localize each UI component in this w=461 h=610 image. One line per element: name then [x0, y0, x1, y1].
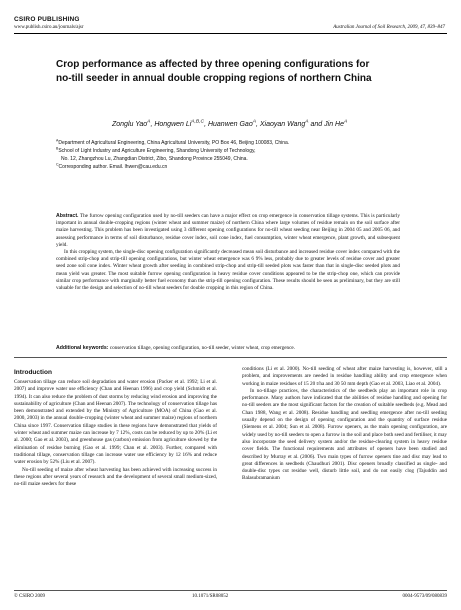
doi[interactable]: 10.1071/SR08052	[192, 594, 229, 599]
abstract	[56, 213, 400, 292]
author-affil-mark: A	[343, 119, 348, 125]
author-affil-mark: A	[147, 119, 151, 125]
keywords-text: conservation tillage, opening configuration, no-till seeder, winter wheat, crop emergence.	[109, 345, 295, 351]
author-affil-mark: A,B,C	[191, 119, 205, 125]
author: Huanwen Gao	[207, 121, 253, 128]
body-column-left	[14, 379, 217, 585]
body-paragraph: Conservation tillage can reduce soil degradation and water erosion (Packer et al. 1992; Li et al. 2007) and improve water use efficiency (Chan and Heenan 1996) and crop yield (Schmidt et al. 1994). It can also reduce the problem of dust storms by reducing wind erosion and improving the sustainability of agriculture (Chan and Heenan 2007). The technology of conservation tillage has been demonstrated and extended by the Ministry of Agriculture (MOA) of China (Gao et al. 2000, 2003) in the annual double-cropping (winter wheat and summer maize) regions of northern China since 1997. Conservation tillage studies in these regions have demonstrated that yields of winter wheat and summer maize can increase by 7 12%, costs can be reduced by up to 20% (Li et al. 2000; Gao et al. 2003), and greenhouse gas (carbon) emission from agriculture slowed by the elimination of residue burning (Gao et al. 1999; Chan et al. 2003). Further, compared with traditional tillage, conservation tillage can increase water use efficiency by 12 16% and reduce water erosion by 52% (Liu et al. 2007).	[14, 379, 217, 466]
journal-url[interactable]: www.publish.csiro.au/journals/ajsr	[14, 25, 84, 30]
body-column-right	[242, 366, 447, 585]
abstract-label: Abstract.	[56, 213, 79, 219]
author: Hongwen Li	[154, 121, 192, 128]
author: Zonglu Yao	[112, 121, 148, 128]
body-paragraph: In no-tillage practices, the characteristics of the seedbeds play an important role in crop performance. Many authors have indicated that the abilities of residue handling and opening for no-till seeders are the most significant factors for the creation of suitable seedbeds (e.g. Mead and Chan 1988, Wang et al. 2008). Residue handling and seedling emergence after no-till seeding usually depend on the design of opening configuration and the quantity of surface residue (Siemens et al. 2004; Sun et al. 2008). Furrow openers, as the main opening configuration, are widely used by no-till seeders to open a furrow in the soil and place both seed and fertiliser, it may also incorporate the seed delivery system and/or the residue-clearing system in heavy residue cover fields. The functional requirements and attributes of openers have been studied and described by Murray et al. (2006). Two main types of furrow openers tine and disc may lead to great differences in seedbeds (Chaudhuri 2001). Disc openers broadly classified as single- and double-disc types cut residue well, disturb little soil, and do not easily clog (Tajuddin and Balasubramanium	[242, 387, 447, 482]
publisher-name: CSIRO PUBLISHING	[14, 16, 80, 23]
section-heading-introduction: Introduction	[14, 369, 52, 376]
keywords	[56, 345, 400, 351]
author: Xiaoyan Wang	[259, 121, 306, 128]
abstract-paragraph: In this cropping system, the single-disc opening configuration significantly decreased mean soil disturbance and increased residue cover index compared with the combined strip-chop and strip-till opening configurations, but winter wheat emergence was 6 9% less, probably due to greater levels of residue cover and greater seed zone soil cone index. Winter wheat growth after seeding in combined strip-chop and strip-till seeded plots was faster than that in single-disc seeded plots and mean yield was greater. The most suitable furrow opening configuration in heavy residue cover conditions appeared to be the strip-chop one, which can provide similar crop performance with marginally better fuel economy than the strip-till opening configuration. These results should be seen as preliminary, but they are still valuable for the design and selection of no-till wheat seeders for double cropping in this region of China.	[56, 249, 400, 292]
abstract-paragraph: Abstract. The furrow opening configuration used by no-till seeders can have a major effect on crop emergence in conservation tillage systems. This is particularly important in annual double-cropping regions (winter wheat and summer maize) of northern China where large volumes of residue remain on the soil surface after maize harvesting. This problem has been investigated using 3 different opening configurations for no-till wheat seeding near Beijing in 2004 05 and 2005 06, and assessing performance in terms of soil disturbance, residue cover index, soil cone index, fuel consumption, winter wheat emergence, plant growth, and subsequent yield.	[56, 213, 400, 248]
body-paragraph: No-till seeding of maize after wheat harvesting has been achieved with increasing success in these regions after several years of research and the development of several small medium-sized, no-till maize seeders for these	[14, 466, 217, 488]
affiliations	[56, 139, 416, 171]
affiliation-continued: No. 12, Zhangzhou Lu, Zhangdian District, Zibo, Shandong Province 255049, China.	[61, 156, 248, 162]
keywords-label: Additional keywords:	[56, 345, 109, 351]
header-rule	[14, 33, 447, 34]
issn: 0004-9573/09/080839	[402, 594, 447, 599]
body-paragraph: conditions (Li et al. 2000). No-till seeding of wheat after maize harvesting is, however, still a problem, and improvements are needed in residue handling ability and crop emergence when working in maize residues of 15 20 t/ha and 30 50 mm depth (Gao et al. 2003, Liao et al. 2004).	[242, 366, 447, 387]
section-rule	[14, 357, 447, 358]
affiliation: $^A$Department of Agricultural Engineering, China Agricultural University, PO Box 46, Beijing 100083, China.	[56, 138, 290, 146]
author-affil-mark: A	[305, 119, 309, 125]
affiliation: $^B$School of Light Industry and Agriculture Engineering, Shandong University of Technology,	[56, 146, 256, 154]
footer-rule	[14, 590, 447, 591]
author: Jin He	[324, 121, 344, 128]
journal-citation: Australian Journal of Soil Research, 2009, 47, 839–847	[333, 25, 445, 30]
author-list: Zonglu Yao$^A$, Hongwen $Li^{A,B,C}$, Huanwen Gao$^A$, Xiaoyan Wang$^A$ and Jin $He^A$	[112, 119, 348, 128]
corresponding-author: $^C$Corresponding author. Email. lhwen@cau.edu.cn	[56, 162, 168, 170]
article-title: Crop performance as affected by three opening configurations for no-till seeder in annual double cropping regions of northern China	[56, 59, 372, 84]
copyright: © CSIRO 2009	[14, 594, 46, 599]
author-affil-mark: A	[252, 119, 256, 125]
